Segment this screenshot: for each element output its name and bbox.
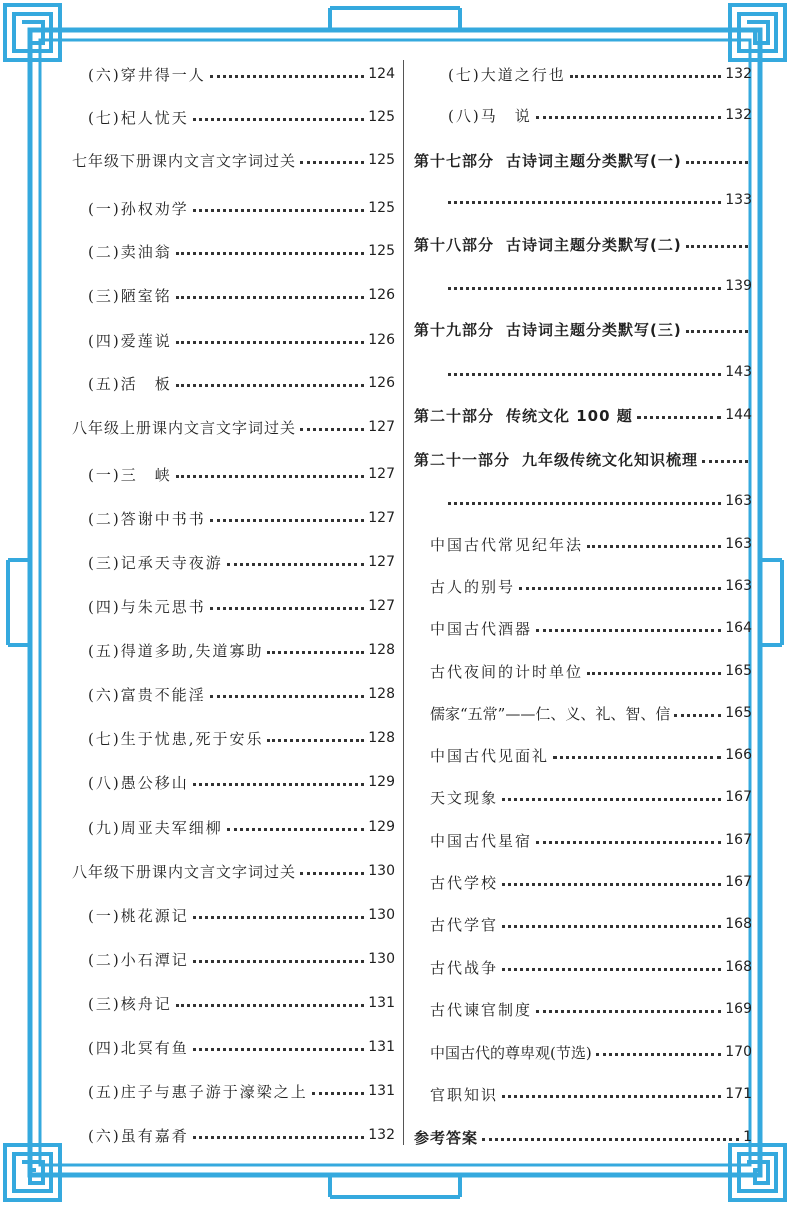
toc-entry[interactable]: 古代战争 168 xyxy=(430,958,752,977)
toc-part-heading[interactable]: 第十九部分 古诗词主题分类默写(三) xyxy=(414,314,752,344)
toc-entry[interactable]: (五)得道多助,失道寡助 128 xyxy=(88,641,395,660)
toc-entry[interactable]: 官职知识 171 xyxy=(430,1085,752,1104)
toc-entry[interactable]: (九)周亚夫军细柳 129 xyxy=(88,818,395,837)
toc-entry[interactable]: (七)生于忧患,死于安乐 128 xyxy=(88,729,395,748)
toc-entry[interactable]: (六)富贵不能淫 128 xyxy=(88,685,395,704)
toc-section-heading[interactable]: 八年级下册课内文言文字词过关 130 xyxy=(72,862,395,881)
toc-entry[interactable]: (七)杞人忧天 125 xyxy=(88,108,395,127)
toc-entry[interactable]: 天文现象 167 xyxy=(430,788,752,807)
toc-entry[interactable]: (八)马 说 132 xyxy=(448,106,752,125)
toc-part-heading-continuation: 133 xyxy=(448,185,752,215)
toc-entry[interactable]: (二)卖油翁 125 xyxy=(88,242,395,261)
toc-entry[interactable]: (四)北冥有鱼 131 xyxy=(88,1038,395,1057)
toc-entry[interactable]: 儒家“五常”——仁、义、礼、智、信 165 xyxy=(430,704,752,723)
column-divider xyxy=(403,60,404,1145)
toc-answers-heading[interactable]: 参考答案 1 xyxy=(414,1128,752,1147)
toc-entry[interactable]: (一)孙权劝学 125 xyxy=(88,199,395,218)
toc-part-heading[interactable]: 第二十一部分 九年级传统文化知识梳理 xyxy=(414,444,752,474)
toc-entry[interactable]: (五)庄子与惠子游于濠梁之上 131 xyxy=(88,1082,395,1101)
toc-entry[interactable]: (五)活 板 126 xyxy=(88,374,395,393)
toc-entry[interactable]: 中国古代酒器 164 xyxy=(430,619,752,638)
toc-part-heading-continuation: 163 xyxy=(448,486,752,516)
toc-entry[interactable]: (一)三 峡 127 xyxy=(88,465,395,484)
toc-entry[interactable]: 中国古代的尊卑观(节选) 170 xyxy=(430,1043,752,1062)
toc-entry[interactable]: (二)答谢中书书 127 xyxy=(88,509,395,528)
toc-section-heading[interactable]: 八年级上册课内文言文字词过关 127 xyxy=(72,418,395,437)
toc-entry[interactable]: (三)记承天寺夜游 127 xyxy=(88,553,395,572)
toc-entry[interactable]: (一)桃花源记 130 xyxy=(88,906,395,925)
toc-entry[interactable]: (三)陋室铭 126 xyxy=(88,286,395,305)
toc-entry[interactable]: 古代学官 168 xyxy=(430,915,752,934)
toc-entry[interactable]: 古代学校 167 xyxy=(430,873,752,892)
toc-entry[interactable]: 中国古代见面礼 166 xyxy=(430,746,752,765)
toc-part-heading[interactable]: 第十八部分 古诗词主题分类默写(二) xyxy=(414,229,752,259)
toc-part-heading[interactable]: 第十七部分 古诗词主题分类默写(一) xyxy=(414,145,752,175)
toc-entry[interactable]: (四)爱莲说 126 xyxy=(88,331,395,350)
toc-entry[interactable]: 中国古代星宿 167 xyxy=(430,831,752,850)
toc-entry[interactable]: (六)虽有嘉肴 132 xyxy=(88,1126,395,1145)
toc-part-heading-continuation: 143 xyxy=(448,357,752,387)
toc-entry[interactable]: 古代谏官制度 169 xyxy=(430,1000,752,1019)
toc-entry[interactable]: 中国古代常见纪年法 163 xyxy=(430,535,752,554)
toc-entry[interactable]: (八)愚公移山 129 xyxy=(88,773,395,792)
toc-entry[interactable]: (二)小石潭记 130 xyxy=(88,950,395,969)
toc-entry[interactable]: (三)核舟记 131 xyxy=(88,994,395,1013)
toc-entry[interactable]: (七)大道之行也 132 xyxy=(448,65,752,84)
toc-entry[interactable]: (六)穿井得一人 124 xyxy=(88,65,395,84)
toc-part-heading[interactable]: 第二十部分 传统文化 100 题 144 xyxy=(414,406,752,425)
toc-entry[interactable]: 古代夜间的计时单位 165 xyxy=(430,662,752,681)
toc-part-heading-continuation: 139 xyxy=(448,271,752,301)
toc-section-heading[interactable]: 七年级下册课内文言文字词过关 125 xyxy=(72,151,395,170)
toc-entry[interactable]: (四)与朱元思书 127 xyxy=(88,597,395,616)
toc-entry[interactable]: 古人的别号 163 xyxy=(430,577,752,596)
